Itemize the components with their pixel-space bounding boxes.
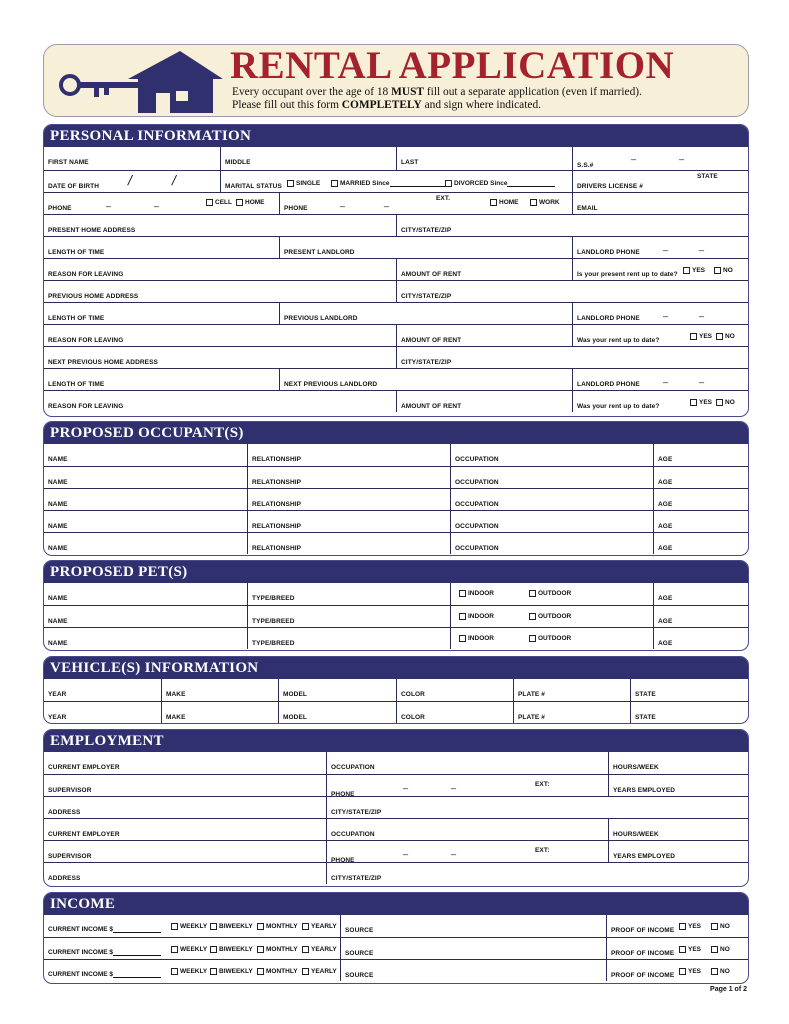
proof-no-checkbox[interactable]: NO: [711, 968, 730, 975]
hours-week-field[interactable]: HOURS/WEEK: [608, 752, 748, 774]
present-landlord-row: [44, 236, 748, 258]
rent-up-to-date-field: Is your present rent up to date? YES NO: [572, 259, 748, 280]
next-previous-city-field[interactable]: CITY/STATE/ZIP: [396, 347, 748, 368]
occupant-occupation-field[interactable]: OCCUPATION: [450, 444, 653, 466]
yearly-checkbox[interactable]: YEARLY: [302, 923, 337, 930]
personal-information-section: [43, 124, 749, 417]
biweekly-checkbox[interactable]: BIWEEKLY: [210, 946, 253, 953]
income-amount-field[interactable]: CURRENT INCOME $ WEEKLY BIWEEKLY MONTHLY YEARLY: [48, 923, 337, 933]
employer-address-row: [44, 796, 748, 818]
proof-of-income-field: PROOF OF INCOME YES NO: [606, 915, 748, 937]
page-number: Page 1 of 2: [710, 986, 747, 993]
vehicle-make-field[interactable]: MAKE: [161, 702, 278, 723]
section-title: INCOME: [44, 893, 748, 915]
work-checkbox[interactable]: WORK: [530, 199, 560, 206]
occupant-occupation-field[interactable]: OCCUPATION: [450, 489, 653, 510]
employer-address-row: [44, 862, 748, 884]
occupant-relationship-field[interactable]: RELATIONSHIP: [247, 511, 450, 532]
vehicle-plate-field[interactable]: PLATE #: [513, 679, 630, 701]
divorced-checkbox[interactable]: DIVORCED Since: [445, 180, 555, 187]
years-employed-field[interactable]: YEARS EMPLOYED: [608, 841, 748, 862]
name-row: [44, 147, 748, 170]
next-previous-reason-field[interactable]: REASON FOR LEAVING: [48, 403, 124, 410]
instructions: Every occupant over the age of 18 MUST fill out a separate application (even if married). Please fill out this form COMPLETELY and sign where indicated.: [232, 86, 642, 111]
form-header: [43, 44, 749, 117]
income-section: [43, 892, 749, 984]
monthly-checkbox[interactable]: MONTHLY: [257, 968, 298, 975]
pets-section: [43, 560, 749, 651]
next-previous-address-row: [44, 346, 748, 368]
section-title: VEHICLE(S) INFORMATION: [44, 657, 748, 679]
previous-landlord-phone-field[interactable]: LANDLORD PHONE _ _: [572, 303, 748, 324]
landlord-phone-field[interactable]: LANDLORD PHONE _ _: [572, 237, 748, 258]
occupant-relationship-field[interactable]: RELATIONSHIP: [247, 533, 450, 554]
outdoor-checkbox[interactable]: OUTDOOR: [529, 613, 571, 620]
vehicles-section: [43, 656, 749, 724]
phone-row: [44, 192, 748, 214]
monthly-checkbox[interactable]: MONTHLY: [257, 923, 298, 930]
previous-landlord-row: [44, 302, 748, 324]
outdoor-checkbox[interactable]: OUTDOOR: [529, 590, 571, 597]
previous-address-field[interactable]: PREVIOUS HOME ADDRESS: [48, 293, 139, 300]
vehicle-row: [44, 701, 748, 723]
section-title: PERSONAL INFORMATION: [44, 125, 748, 147]
vehicle-plate-field[interactable]: PLATE #: [513, 702, 630, 723]
phone-field[interactable]: PHONE _ _ CELL HOME: [48, 197, 265, 212]
present-reason-row: [44, 258, 748, 280]
present-city-field[interactable]: CITY/STATE/ZIP: [396, 215, 748, 236]
ssn-field[interactable]: S.S.# _ _: [572, 147, 748, 170]
key-house-logo-icon: [58, 51, 223, 113]
vehicle-model-field[interactable]: MODEL: [278, 702, 396, 723]
employer-phone-field[interactable]: $_{PHONE}$ _ _ EXT:: [326, 775, 608, 796]
section-title: PROPOSED OCCUPANT(S): [44, 422, 748, 444]
employer-address-field[interactable]: ADDRESS: [48, 809, 81, 816]
section-title: PROPOSED PET(S): [44, 561, 748, 583]
vehicle-state-field[interactable]: STATE: [630, 702, 748, 723]
pet-age-field[interactable]: AGE: [653, 628, 748, 649]
employment-section: [43, 729, 749, 887]
next-previous-length-field[interactable]: LENGTH OF TIME: [48, 381, 105, 388]
proof-no-checkbox[interactable]: NO: [711, 946, 730, 953]
drivers-license-field[interactable]: DRIVERS LICENSE # STATE: [572, 171, 748, 192]
pet-type-field[interactable]: TYPE/BREED: [247, 583, 450, 605]
pet-location-field: [450, 606, 653, 627]
pet-age-field[interactable]: AGE: [653, 606, 748, 627]
occupant-occupation-field[interactable]: OCCUPATION: [450, 511, 653, 532]
home-checkbox[interactable]: HOME: [490, 199, 519, 206]
vehicle-year-field[interactable]: YEAR: [48, 691, 67, 698]
monthly-checkbox[interactable]: MONTHLY: [257, 946, 298, 953]
present-address-field[interactable]: PRESENT HOME ADDRESS: [48, 227, 136, 234]
proof-no-checkbox[interactable]: NO: [711, 923, 730, 930]
next-previous-landlord-row: [44, 368, 748, 390]
dob-marital-row: [44, 170, 748, 192]
next-previous-reason-row: [44, 390, 748, 412]
employer-city-field[interactable]: CITY/STATE/ZIP: [326, 863, 748, 884]
employer-row: [44, 752, 748, 774]
occupant-relationship-field[interactable]: RELATIONSHIP: [247, 444, 450, 466]
occupant-relationship-field[interactable]: RELATIONSHIP: [247, 467, 450, 488]
cell-checkbox[interactable]: CELL: [206, 199, 232, 206]
income-amount-field[interactable]: CURRENT INCOME $ WEEKLY BIWEEKLY MONTHLY YEARLY: [48, 946, 337, 956]
pet-row: [44, 583, 748, 605]
vehicle-color-field[interactable]: COLOR: [396, 702, 513, 723]
weekly-checkbox[interactable]: WEEKLY: [171, 968, 207, 975]
next-previous-rent-no-checkbox[interactable]: NO: [716, 399, 735, 406]
vehicle-make-field[interactable]: MAKE: [161, 679, 278, 701]
previous-length-field[interactable]: LENGTH OF TIME: [48, 315, 105, 322]
first-name-field[interactable]: FIRST NAME: [48, 159, 89, 166]
proof-yes-checkbox[interactable]: YES: [679, 946, 701, 953]
page-title: RENTAL APPLICATION: [230, 44, 675, 87]
outdoor-checkbox[interactable]: OUTDOOR: [529, 635, 571, 642]
dob-field[interactable]: DATE OF BIRTH / /: [48, 173, 177, 190]
last-name-field[interactable]: LAST: [396, 147, 572, 170]
income-amount-field[interactable]: CURRENT INCOME $ WEEKLY BIWEEKLY MONTHLY YEARLY: [48, 968, 337, 978]
employer-occupation-field[interactable]: OCCUPATION: [326, 752, 608, 774]
years-employed-field[interactable]: YEARS EMPLOYED: [608, 775, 748, 796]
employer-row: [44, 818, 748, 840]
pet-name-field[interactable]: NAME: [48, 595, 68, 602]
occupant-age-field[interactable]: AGE: [653, 511, 748, 532]
pet-location-field: [450, 628, 653, 649]
yearly-checkbox[interactable]: YEARLY: [302, 968, 337, 975]
length-of-time-field[interactable]: LENGTH OF TIME: [48, 249, 105, 256]
previous-rent-yes-checkbox[interactable]: YES: [690, 333, 712, 340]
next-previous-landlord-phone-field[interactable]: LANDLORD PHONE _ _: [572, 369, 748, 390]
pet-name-field[interactable]: NAME: [48, 618, 68, 625]
supervisor-row: [44, 840, 748, 862]
biweekly-checkbox[interactable]: BIWEEKLY: [210, 923, 253, 930]
occupant-row: [44, 466, 748, 488]
supervisor-field[interactable]: SUPERVISOR: [48, 853, 92, 860]
occupant-row: [44, 532, 748, 554]
current-employer-field[interactable]: CURRENT EMPLOYER: [48, 764, 120, 771]
middle-name-field[interactable]: MIDDLE: [220, 147, 396, 170]
previous-rent-up-to-date-field: Was your rent up to date? YES NO: [572, 325, 748, 346]
occupants-section: [43, 421, 749, 556]
pet-type-field[interactable]: TYPE/BREED: [247, 606, 450, 627]
occupant-row: [44, 488, 748, 510]
occupant-name-field[interactable]: NAME: [48, 545, 68, 552]
occupant-name-field[interactable]: NAME: [48, 523, 68, 530]
vehicle-model-field[interactable]: MODEL: [278, 679, 396, 701]
next-previous-landlord-field[interactable]: NEXT PREVIOUS LANDLORD: [279, 369, 572, 390]
rent-yes-checkbox[interactable]: YES: [683, 267, 705, 274]
indoor-checkbox[interactable]: INDOOR: [459, 590, 494, 597]
reason-leaving-field[interactable]: REASON FOR LEAVING: [48, 271, 124, 278]
previous-amount-field[interactable]: AMOUNT OF RENT: [396, 325, 572, 346]
indoor-checkbox[interactable]: INDOOR: [459, 635, 494, 642]
amount-rent-field[interactable]: AMOUNT OF RENT: [396, 259, 572, 280]
income-source-field[interactable]: SOURCE: [340, 938, 606, 959]
rent-no-checkbox[interactable]: NO: [714, 267, 733, 274]
occupant-age-field[interactable]: AGE: [653, 467, 748, 488]
present-landlord-field[interactable]: PRESENT LANDLORD: [279, 237, 572, 258]
previous-city-field[interactable]: CITY/STATE/ZIP: [396, 281, 748, 302]
employer-address-field[interactable]: ADDRESS: [48, 875, 81, 882]
previous-reason-row: [44, 324, 748, 346]
single-checkbox[interactable]: SINGLE: [287, 180, 320, 187]
occupant-relationship-field[interactable]: RELATIONSHIP: [247, 489, 450, 510]
proof-of-income-field: PROOF OF INCOME YES NO: [606, 938, 748, 959]
next-previous-rent-up-to-date-field: Was your rent up to date? YES NO: [572, 391, 748, 412]
pet-type-field[interactable]: TYPE/BREED: [247, 628, 450, 649]
next-previous-rent-yes-checkbox[interactable]: YES: [690, 399, 712, 406]
income-row: [44, 959, 748, 981]
vehicle-state-field[interactable]: STATE: [630, 679, 748, 701]
occupant-occupation-field[interactable]: OCCUPATION: [450, 533, 653, 554]
next-previous-address-field[interactable]: NEXT PREVIOUS HOME ADDRESS: [48, 359, 158, 366]
proof-yes-checkbox[interactable]: YES: [679, 923, 701, 930]
pet-row: [44, 627, 748, 649]
vehicle-row: [44, 679, 748, 701]
biweekly-checkbox[interactable]: BIWEEKLY: [210, 968, 253, 975]
pet-name-field[interactable]: NAME: [48, 640, 68, 647]
occupant-occupation-field[interactable]: OCCUPATION: [450, 467, 653, 488]
indoor-checkbox[interactable]: INDOOR: [459, 613, 494, 620]
previous-landlord-field[interactable]: PREVIOUS LANDLORD: [279, 303, 572, 324]
hours-week-field[interactable]: HOURS/WEEK: [608, 819, 748, 840]
present-address-row: [44, 214, 748, 236]
previous-reason-field[interactable]: REASON FOR LEAVING: [48, 337, 124, 344]
income-row: [44, 937, 748, 959]
phone-ext-field[interactable]: PHONE _ _ EXT. HOME WORK: [279, 193, 572, 214]
occupant-age-field[interactable]: AGE: [653, 444, 748, 466]
income-source-field[interactable]: SOURCE: [340, 915, 606, 937]
employer-phone-field[interactable]: $_{PHONE}$ _ _ EXT:: [326, 841, 608, 862]
supervisor-field[interactable]: SUPERVISOR: [48, 787, 92, 794]
occupant-row: [44, 510, 748, 532]
marital-status-field: MARITAL STATUS SINGLE MARRIED Since DIVORCED Since: [220, 171, 572, 192]
employer-occupation-field[interactable]: OCCUPATION: [326, 819, 608, 840]
home-phone-checkbox[interactable]: HOME: [236, 199, 265, 206]
occupant-age-field[interactable]: AGE: [653, 533, 748, 554]
pet-row: [44, 605, 748, 627]
occupant-name-field[interactable]: NAME: [48, 456, 68, 463]
email-field[interactable]: EMAIL: [572, 193, 748, 214]
yearly-checkbox[interactable]: YEARLY: [302, 946, 337, 953]
vehicle-color-field[interactable]: COLOR: [396, 679, 513, 701]
current-employer-field[interactable]: CURRENT EMPLOYER: [48, 831, 120, 838]
married-checkbox[interactable]: MARRIED Since: [331, 180, 446, 187]
proof-of-income-field: PROOF OF INCOME YES NO: [606, 960, 748, 981]
supervisor-row: [44, 774, 748, 796]
occupant-name-field[interactable]: NAME: [48, 479, 68, 486]
occupant-name-field[interactable]: NAME: [48, 501, 68, 508]
occupant-age-field[interactable]: AGE: [653, 489, 748, 510]
weekly-checkbox[interactable]: WEEKLY: [171, 923, 207, 930]
previous-rent-no-checkbox[interactable]: NO: [716, 333, 735, 340]
pet-location-field: [450, 583, 653, 605]
vehicle-year-field[interactable]: YEAR: [48, 714, 67, 721]
section-title: EMPLOYMENT: [44, 730, 748, 752]
next-previous-amount-field[interactable]: AMOUNT OF RENT: [396, 391, 572, 412]
income-source-field[interactable]: SOURCE: [340, 960, 606, 981]
proof-yes-checkbox[interactable]: YES: [679, 968, 701, 975]
previous-address-row: [44, 280, 748, 302]
occupant-row: [44, 444, 748, 466]
weekly-checkbox[interactable]: WEEKLY: [171, 946, 207, 953]
pet-age-field[interactable]: AGE: [653, 583, 748, 605]
income-row: [44, 915, 748, 937]
employer-city-field[interactable]: CITY/STATE/ZIP: [326, 797, 748, 818]
